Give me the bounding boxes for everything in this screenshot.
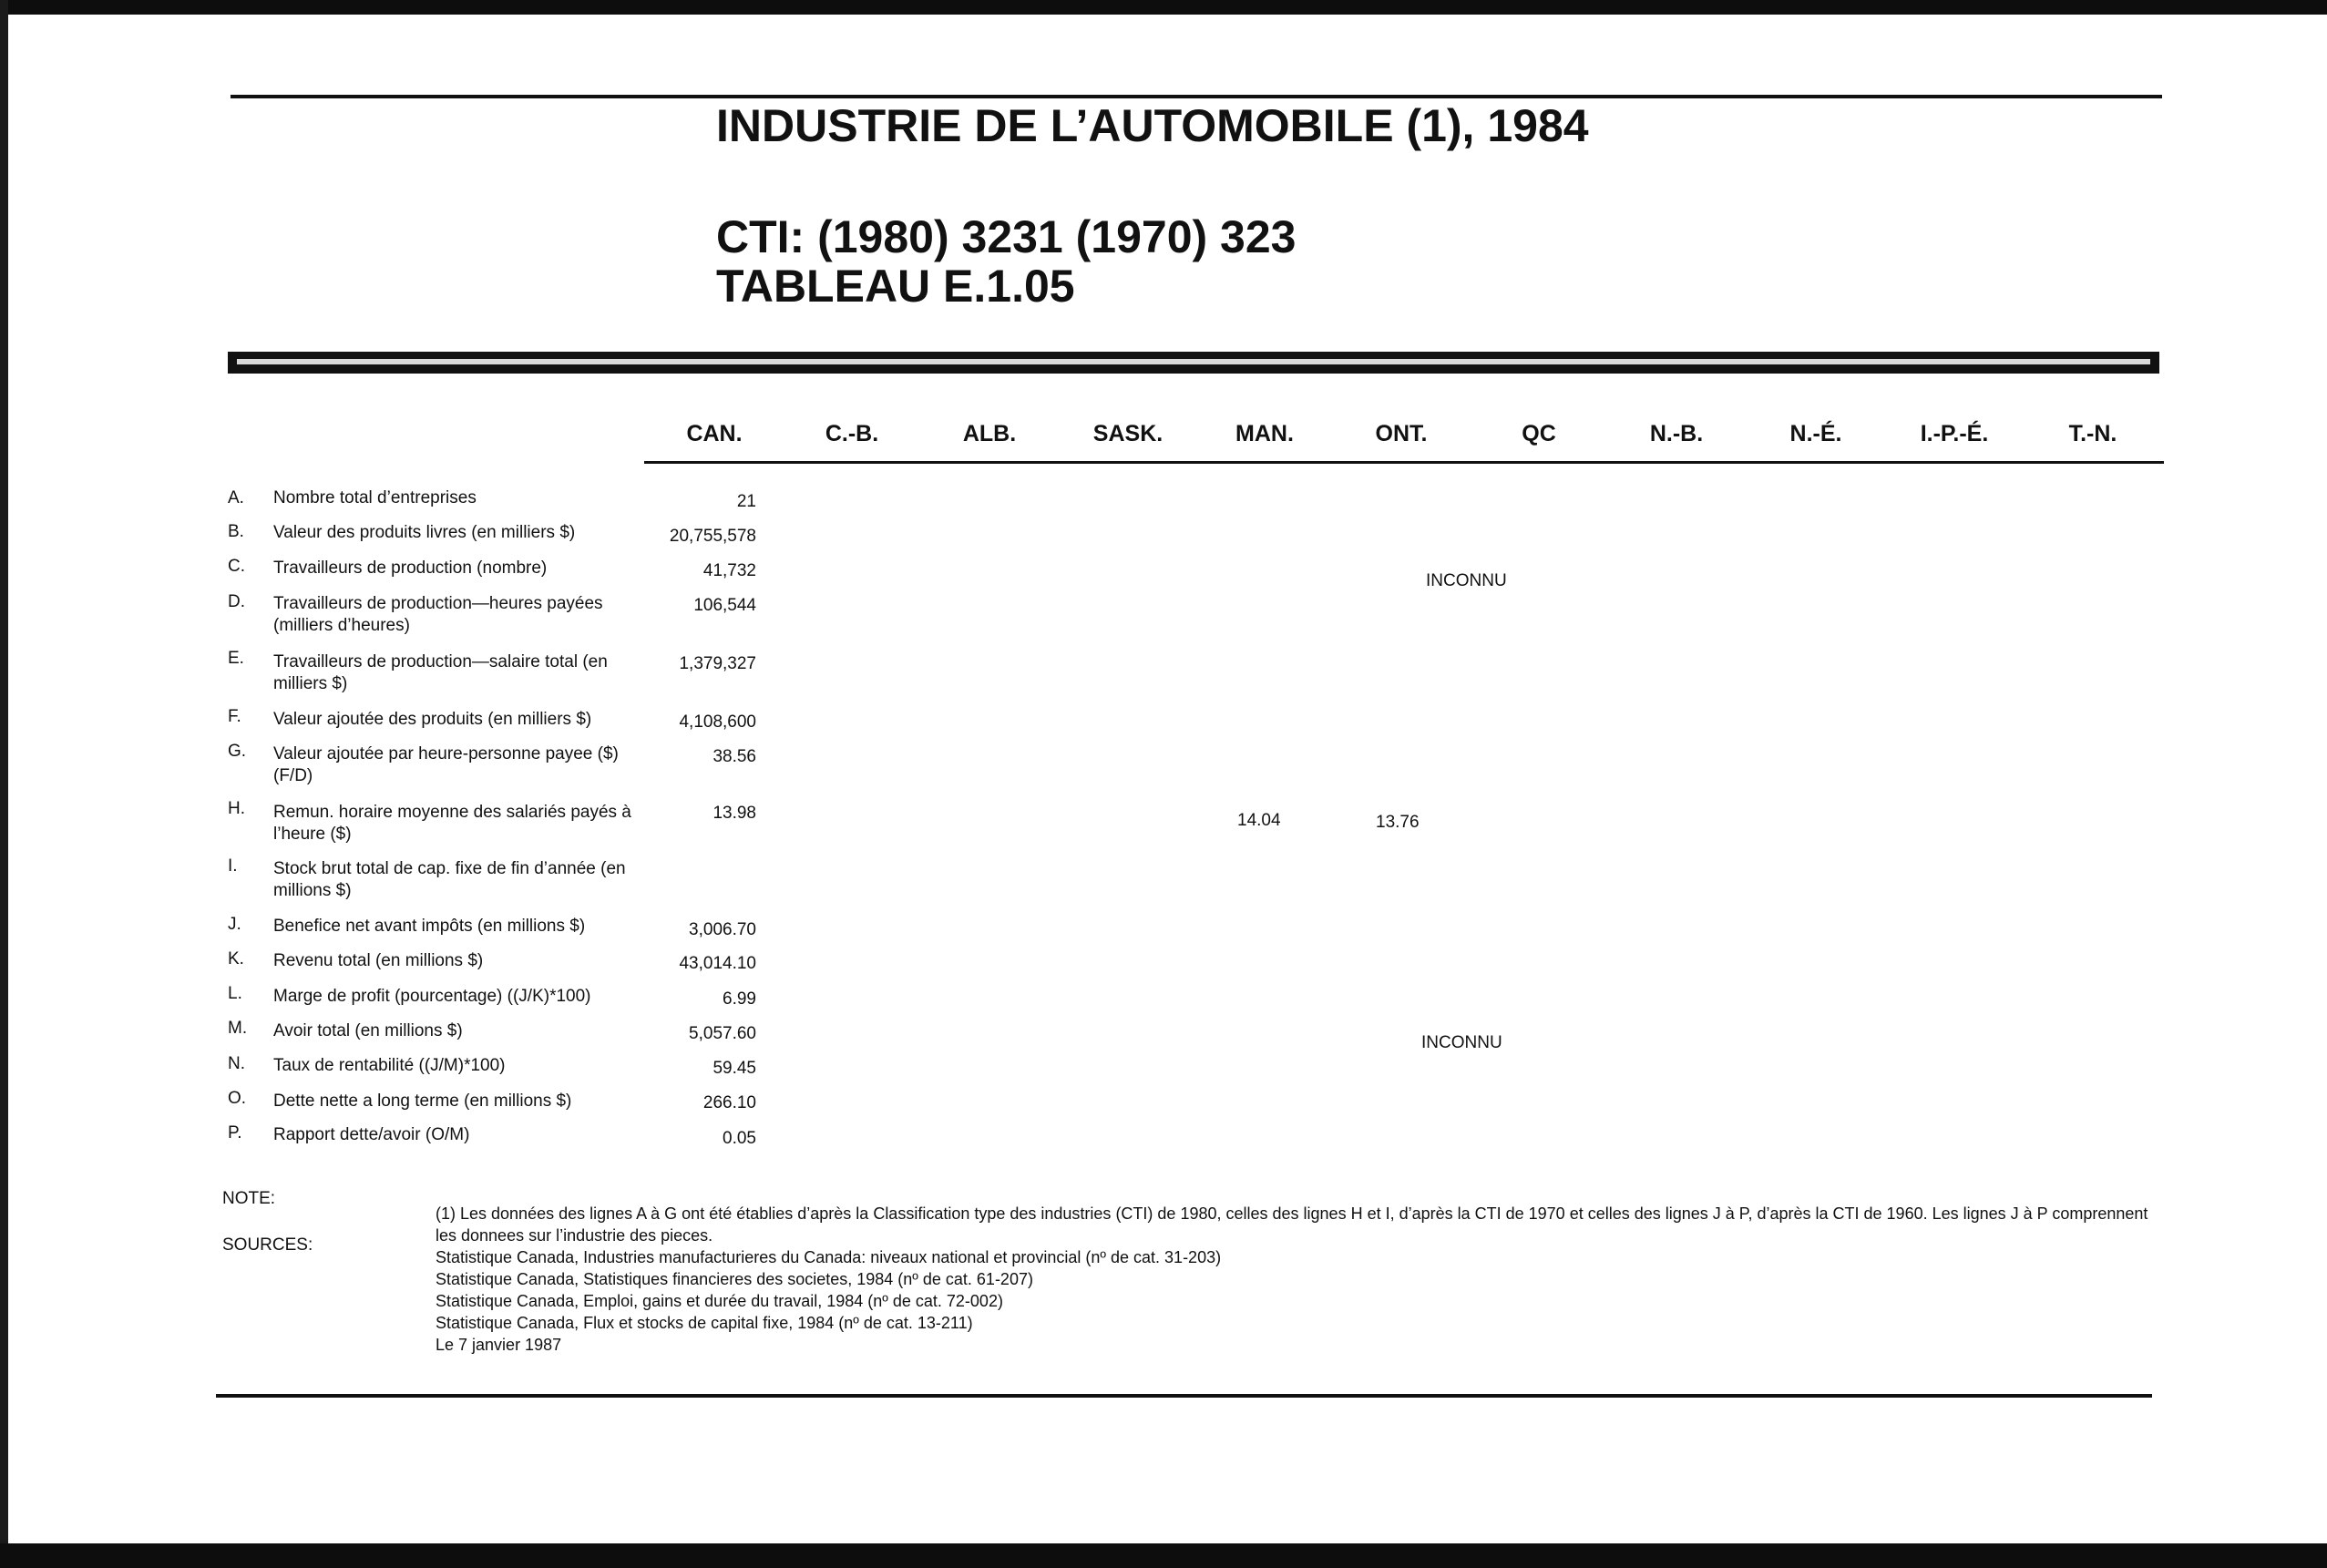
row-letter: N. (228, 1054, 245, 1073)
row-value-can: 1,379,327 (679, 654, 756, 673)
header-underline (644, 461, 2164, 464)
row-letter: O. (228, 1089, 247, 1108)
source-date: Le 7 janvier 1987 (436, 1336, 562, 1354)
row-letter: J. (228, 915, 241, 934)
scan-border-top (0, 0, 2327, 15)
row-label: Stock brut total de cap. fixe de fin d’année (en millions $) (273, 859, 626, 900)
row-label: Valeur ajoutée par heure-personne payee ($) (F/D) (273, 744, 619, 785)
col-header-sask: SASK. (1092, 421, 1164, 446)
row-letter: K. (228, 949, 244, 968)
col-header-man: MAN. (1235, 421, 1294, 446)
row-letter: D. (228, 592, 245, 611)
row-letter: G. (228, 742, 247, 761)
row-letter: F. (228, 707, 241, 726)
row-label: Valeur ajoutée des produits (en milliers $) (273, 710, 592, 729)
row-letter: P. (228, 1123, 242, 1143)
row-label: Benefice net avant impôts (en millions $) (273, 917, 586, 936)
row-letter: M. (228, 1019, 248, 1038)
row-letter: A. (228, 488, 244, 507)
table-number: TABLEAU E.1.05 (716, 261, 1075, 312)
col-header-qc: QC (1522, 421, 1556, 446)
source-line: Statistique Canada, Flux et stocks de capital fixe, 1984 (nº de cat. 13-211) (436, 1314, 973, 1332)
row-label: Travailleurs de production—heures payées (milliers d’heures) (273, 594, 603, 635)
col-header-can: CAN. (686, 421, 743, 446)
row-label: Revenu total (en millions $) (273, 951, 484, 970)
row-value-can: 5,057.60 (689, 1024, 756, 1043)
bottom-rule (216, 1394, 2152, 1398)
row-label: Valeur des produits livres (en milliers $) (273, 523, 576, 542)
row-label: Travailleurs de production—salaire total (en milliers $) (273, 652, 608, 693)
row-label: Marge de profit (pourcentage) ((J/K)*100) (273, 987, 591, 1006)
row-value-can: 20,755,578 (669, 527, 756, 546)
row-label: Travailleurs de production (nombre) (273, 559, 548, 578)
row-value-can: 266.10 (702, 1093, 756, 1112)
cell-h-ont: 13.76 (1376, 813, 1420, 832)
row-value-can: 41,732 (702, 561, 756, 580)
scan-border-left (0, 0, 8, 1568)
document-title: INDUSTRIE DE L’AUTOMOBILE (1), 1984 (716, 100, 1589, 151)
col-header-ont: ONT. (1375, 421, 1428, 446)
row-value-can: 43,014.10 (679, 954, 756, 973)
row-label: Nombre total d’entreprises (273, 488, 477, 507)
note-text: (1) Les données des lignes A à G ont été établies d’après la Classification type des industries (CTI) de 1980, celles des lignes H et I, d’après la CTI de 1970 et celles des lignes J à P, d’après la CTI de 1960. Les lignes J à P comprennent les donnees sur l’industrie des pieces. (436, 1204, 2148, 1245)
col-header-tn: T.-N. (2068, 421, 2117, 446)
row-value-can: 6.99 (723, 989, 756, 1009)
row-label: Dette nette a long terme (en millions $) (273, 1091, 572, 1111)
row-value-can: 59.45 (712, 1059, 756, 1078)
source-line: Statistique Canada, Emploi, gains et durée du travail, 1984 (nº de cat. 72-002) (436, 1292, 1003, 1310)
row-value-can: 21 (736, 492, 756, 511)
note-label: NOTE: (222, 1189, 276, 1208)
cell-h-man: 14.04 (1237, 811, 1281, 830)
row-value-can: 3,006.70 (689, 920, 756, 939)
row-label: Taux de rentabilité ((J/M)*100) (273, 1056, 506, 1075)
row-letter: L. (228, 984, 242, 1003)
row-value-can: 106,544 (693, 596, 756, 615)
source-line: Statistique Canada, Industries manufacturieres du Canada: niveaux national et provincial (nº de cat. 31-203) (436, 1248, 1222, 1266)
row-value-can: 38.56 (712, 747, 756, 766)
row-letter: B. (228, 522, 244, 541)
row-label: Remun. horaire moyenne des salariés payés à l’heure ($) (273, 803, 631, 844)
row-label: Avoir total (en millions $) (273, 1021, 463, 1040)
row-value-can: 13.98 (712, 804, 756, 823)
row-letter: E. (228, 649, 244, 668)
row-letter: C. (228, 557, 245, 576)
source-line: Statistique Canada, Statistiques financieres des societes, 1984 (nº de cat. 61-207) (436, 1270, 1033, 1288)
row-letter: I. (228, 856, 238, 876)
sources-label: SOURCES: (222, 1235, 313, 1255)
row-letter: H. (228, 799, 245, 818)
row-value-can: 0.05 (723, 1129, 756, 1148)
col-header-ne: N.-É. (1789, 421, 1842, 446)
col-header-cb: C.-B. (825, 421, 879, 446)
col-header-alb: ALB. (962, 421, 1017, 446)
thick-divider (228, 352, 2159, 374)
row-label: Rapport dette/avoir (O/M) (273, 1125, 470, 1144)
row-value-can: 4,108,600 (679, 712, 756, 732)
col-header-nb: N.-B. (1649, 421, 1704, 446)
cell-unknown-upper: INCONNU (1426, 571, 1507, 590)
scan-border-bottom (0, 1543, 2327, 1568)
col-header-ipe: I.-P.-É. (1920, 421, 1989, 446)
cell-unknown-lower: INCONNU (1421, 1033, 1502, 1052)
cti-code: CTI: (1980) 3231 (1970) 323 (716, 211, 1297, 262)
